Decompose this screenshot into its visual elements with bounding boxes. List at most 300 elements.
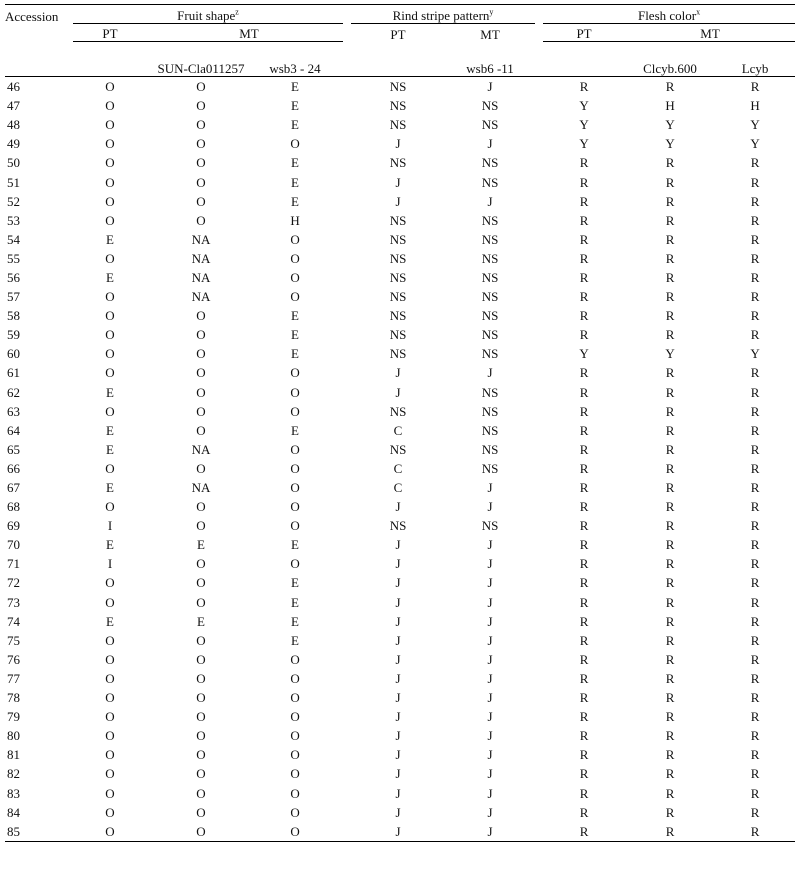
flesh-lcyb-cell: R [750, 537, 760, 553]
rind-wsb6-cell: J [487, 613, 493, 629]
rind-pt-cell: J [395, 632, 401, 648]
fruit-pt-cell: E [106, 613, 114, 629]
flesh-clcyb-cell: R [665, 766, 675, 782]
fruit-pt-cell: O [105, 460, 115, 476]
flesh-lcyb-cell: R [750, 174, 760, 190]
table-row [5, 230, 795, 249]
table-row [5, 707, 795, 726]
flesh-clcyb-cell: R [665, 518, 675, 534]
rind-pt-cell: NS [389, 212, 407, 228]
header-row-markers [5, 42, 795, 77]
table-row [5, 192, 795, 211]
fruit-pt-cell: O [105, 785, 115, 801]
rind-wsb6-cell: J [487, 575, 493, 591]
fruit-sun-cell: E [197, 613, 205, 629]
flesh-lcyb-cell: R [715, 822, 795, 842]
rind-pt-cell: J [395, 670, 401, 686]
accession-cell: 63 [7, 403, 20, 419]
flesh-lcyb-cell: R [750, 613, 760, 629]
rind-pt-cell: NS [389, 98, 407, 114]
flesh-clcyb-cell: R [665, 403, 675, 419]
accession-cell: 47 [7, 98, 20, 114]
fruit-pt-cell: E [106, 441, 114, 457]
flesh-clcyb-cell: R [665, 231, 675, 247]
flesh-lcyb-cell: R [750, 556, 760, 572]
flesh-lcyb-cell: R [750, 690, 760, 706]
flesh-pt-cell: R [579, 422, 589, 438]
fruit-wsb3-cell: E [291, 346, 299, 362]
flesh-pt-cell: R [579, 384, 589, 400]
table-row [5, 96, 795, 115]
rind-pt-cell: J [395, 804, 401, 820]
accession-cell: 59 [7, 327, 20, 343]
rind-wsb6-cell: J [487, 709, 493, 725]
flesh-pt-cell: R [579, 766, 589, 782]
table-row [5, 535, 795, 554]
fruit-pt-cell: E [106, 384, 114, 400]
table-row [5, 211, 795, 230]
fruit-sun-cell: NA [191, 289, 211, 305]
accession-cell: 84 [7, 804, 20, 820]
marker-lcyb-header: Lcyb [715, 42, 795, 77]
rind-pt-cell: NS [389, 441, 407, 457]
fruit-sun-cell: O [196, 690, 206, 706]
table-row [5, 115, 795, 134]
accession-cell: 64 [7, 422, 20, 438]
fruit-wsb3-cell: E [291, 327, 299, 343]
flesh-lcyb-cell: R [750, 518, 760, 534]
fruit-sun-cell: NA [191, 231, 211, 247]
accession-cell: 65 [7, 441, 20, 457]
flesh-lcyb-cell: R [750, 441, 760, 457]
fruit-wsb3-cell: E [291, 193, 299, 209]
flesh-pt-cell: Y [579, 136, 589, 152]
flesh-lcyb-cell: R [750, 670, 760, 686]
flesh-clcyb-cell: R [665, 709, 675, 725]
fruit-pt-cell: I [107, 518, 113, 534]
flesh-pt-cell: R [579, 403, 589, 419]
flesh-pt-cell: R [579, 269, 589, 285]
rind-wsb6-cell: NS [481, 346, 499, 362]
rind-wsb6-cell: NS [481, 518, 499, 534]
table-row [5, 383, 795, 402]
flesh-clcyb-cell: R [665, 594, 675, 610]
fruit-wsb3-cell: E [291, 155, 299, 171]
fruit-pt-cell: O [105, 365, 115, 381]
rind-wsb6-cell: J [487, 651, 493, 667]
table-row [5, 631, 795, 650]
fruit-sun-cell: O [196, 117, 206, 133]
fruit-pt-cell: O [105, 174, 115, 190]
flesh-pt-cell: R [579, 690, 589, 706]
accession-cell: 82 [7, 766, 20, 782]
rind-wsb6-cell: NS [481, 250, 499, 266]
rind-pt-cell: C [393, 480, 403, 496]
fruit-pt-cell: O [105, 155, 115, 171]
flesh-clcyb-cell: R [665, 460, 675, 476]
table-row [5, 745, 795, 764]
flesh-clcyb-cell: R [665, 155, 675, 171]
flesh-pt-cell: R [579, 460, 589, 476]
flesh-clcyb-cell: R [665, 480, 675, 496]
fruit-wsb3-cell: O [290, 518, 300, 534]
accession-cell: 78 [7, 690, 20, 706]
fruit-sun-cell: O [196, 98, 206, 114]
accession-header: Accession [5, 5, 73, 24]
fruit-wsb3-cell: O [290, 460, 300, 476]
fruit-pt-cell: E [106, 231, 114, 247]
flesh-clcyb-cell: R [665, 575, 675, 591]
flesh-clcyb-cell: R [665, 250, 675, 266]
fruit-sun-cell: O [196, 460, 206, 476]
fruit-wsb3-cell: E [291, 537, 299, 553]
flesh-color-header: Flesh color$^x$ [543, 5, 795, 24]
rind-wsb6-cell: NS [481, 327, 499, 343]
table-row [5, 650, 795, 669]
fruit-pt-cell: O [105, 670, 115, 686]
fruit-pt-cell: O [105, 308, 115, 324]
fruit-sun-cell: NA [191, 269, 211, 285]
fruit-sun-cell: O [196, 136, 206, 152]
table-row [5, 669, 795, 688]
fruit-sun-cell: O [196, 747, 206, 763]
flesh-lcyb-cell: R [750, 632, 760, 648]
accession-cell: 80 [7, 728, 20, 744]
flesh-pt-cell: R [579, 231, 589, 247]
flesh-pt-header: PT [543, 24, 625, 42]
table-row [5, 325, 795, 344]
table-row [5, 688, 795, 707]
rind-wsb6-cell: J [487, 690, 493, 706]
flesh-lcyb-cell: R [750, 422, 760, 438]
table-row [5, 402, 795, 421]
fruit-sun-cell: O [196, 575, 206, 591]
flesh-pt-cell: R [579, 804, 589, 820]
fruit-sun-cell: O [196, 327, 206, 343]
rind-wsb6-cell: J [487, 499, 493, 515]
rind-wsb6-cell: J [445, 822, 535, 842]
flesh-lcyb-cell: R [750, 651, 760, 667]
accession-cell: 83 [7, 785, 20, 801]
rind-wsb6-cell: J [487, 537, 493, 553]
fruit-wsb3-cell: E [291, 79, 299, 95]
table-row [5, 497, 795, 516]
flesh-lcyb-cell: R [750, 365, 760, 381]
rind-wsb6-cell: J [487, 193, 493, 209]
table-row [5, 478, 795, 497]
flesh-clcyb-cell: R [665, 537, 675, 553]
rind-pt-cell: J [395, 709, 401, 725]
flesh-clcyb-cell: R [665, 327, 675, 343]
fruit-sun-cell: O [196, 804, 206, 820]
fruit-sun-cell: O [196, 766, 206, 782]
fruit-pt-cell: O [73, 822, 147, 842]
flesh-clcyb-cell: Y [665, 136, 675, 152]
rind-pt-cell: J [395, 575, 401, 591]
fruit-pt-cell: O [105, 117, 115, 133]
accession-cell: 67 [7, 480, 20, 496]
accession-cell: 52 [7, 193, 20, 209]
table-row [5, 822, 795, 842]
fruit-pt-cell: E [106, 422, 114, 438]
fruit-wsb3-cell: E [291, 594, 299, 610]
accession-cell: 79 [7, 709, 20, 725]
flesh-clcyb-cell: R [665, 804, 675, 820]
rind-wsb6-cell: NS [481, 403, 499, 419]
fruit-wsb3-cell: E [291, 174, 299, 190]
fruit-wsb3-cell: E [291, 613, 299, 629]
flesh-pt-cell: R [579, 250, 589, 266]
flesh-clcyb-cell: R [665, 212, 675, 228]
rind-pt-cell: J [395, 747, 401, 763]
fruit-sun-cell: O [196, 193, 206, 209]
rind-wsb6-cell: J [487, 365, 493, 381]
flesh-pt-cell: R [579, 174, 589, 190]
flesh-clcyb-cell: R [665, 785, 675, 801]
fruit-wsb3-cell: O [290, 709, 300, 725]
flesh-lcyb-cell: R [750, 289, 760, 305]
flesh-pt-cell: R [579, 670, 589, 686]
fruit-wsb3-cell: E [291, 308, 299, 324]
flesh-clcyb-cell: R [665, 289, 675, 305]
accession-cell: 51 [7, 174, 20, 190]
fruit-wsb3-cell: O [290, 269, 300, 285]
rind-wsb6-cell: J [487, 79, 493, 95]
accession-cell: 73 [7, 594, 20, 610]
flesh-lcyb-cell: H [750, 98, 760, 114]
flesh-clcyb-cell: R [665, 651, 675, 667]
flesh-pt-cell: R [579, 289, 589, 305]
table-row [5, 554, 795, 573]
table-row [5, 726, 795, 745]
flesh-pt-cell: R [579, 556, 589, 572]
flesh-clcyb-cell: R [665, 174, 675, 190]
rind-wsb6-cell: NS [481, 155, 499, 171]
rind-pt-cell: J [395, 613, 401, 629]
table-row [5, 287, 795, 306]
fruit-pt-cell: O [105, 403, 115, 419]
rind-wsb6-cell: NS [481, 460, 499, 476]
fruit-sun-cell: O [196, 709, 206, 725]
fruit-wsb3-cell: O [290, 747, 300, 763]
flesh-clcyb-cell: R [665, 79, 675, 95]
flesh-pt-cell: R [579, 613, 589, 629]
flesh-pt-cell: R [579, 575, 589, 591]
fruit-shape-header: Fruit shape$^z$ [73, 5, 343, 24]
table-row [5, 306, 795, 325]
accession-cell: 81 [7, 747, 20, 763]
fruit-pt-cell: O [105, 289, 115, 305]
flesh-clcyb-cell: R [665, 613, 675, 629]
rind-pt-cell: J [395, 193, 401, 209]
fruit-pt-cell: O [105, 766, 115, 782]
header-row-methods [5, 24, 795, 42]
rind-wsb6-cell: J [487, 804, 493, 820]
fruit-sun-cell: O [196, 212, 206, 228]
flesh-lcyb-cell: R [750, 575, 760, 591]
rind-pt-cell: J [395, 136, 401, 152]
flesh-pt-cell: R [579, 518, 589, 534]
fruit-sun-cell: O [196, 728, 206, 744]
table-row [5, 459, 795, 478]
fruit-pt-cell: O [105, 747, 115, 763]
flesh-clcyb-cell: R [665, 632, 675, 648]
fruit-wsb3-cell: E [291, 575, 299, 591]
fruit-wsb3-cell: E [291, 117, 299, 133]
flesh-lcyb-cell: Y [750, 136, 760, 152]
rind-pt-cell: NS [389, 327, 407, 343]
accession-cell: 49 [7, 136, 20, 152]
fruit-sun-cell: O [196, 155, 206, 171]
rind-pt-cell: J [395, 728, 401, 744]
flesh-lcyb-cell: R [750, 384, 760, 400]
accession-cell: 77 [7, 670, 20, 686]
flesh-lcyb-cell: R [750, 709, 760, 725]
flesh-lcyb-cell: R [750, 804, 760, 820]
table-body [5, 77, 795, 842]
flesh-lcyb-cell: Y [750, 117, 760, 133]
fruit-sun-cell: O [155, 822, 247, 842]
rind-wsb6-cell: J [487, 136, 493, 152]
table-row [5, 249, 795, 268]
flesh-lcyb-cell: Y [750, 346, 760, 362]
marker-sun-header: SUN-Cla011257 [155, 42, 247, 77]
rind-wsb6-cell: NS [481, 269, 499, 285]
fruit-sun-cell: O [196, 556, 206, 572]
fruit-pt-cell: E [106, 269, 114, 285]
data-table [5, 4, 795, 842]
flesh-lcyb-cell: R [750, 212, 760, 228]
fruit-pt-cell: O [105, 575, 115, 591]
rind-wsb6-cell: NS [481, 289, 499, 305]
rind-pt-cell: J [395, 594, 401, 610]
fruit-pt-cell: O [105, 79, 115, 95]
fruit-pt-cell: O [105, 594, 115, 610]
rind-pt-header: PT [390, 26, 406, 42]
rind-wsb6-cell: NS [481, 308, 499, 324]
accession-cell: 50 [7, 155, 20, 171]
fruit-pt-cell: O [105, 709, 115, 725]
accession-cell: 74 [7, 613, 20, 629]
fruit-wsb3-cell: O [290, 690, 300, 706]
flesh-pt-cell: R [579, 79, 589, 95]
accession-cell: 69 [7, 518, 20, 534]
flesh-pt-cell: R [579, 480, 589, 496]
accession-cell: 85 [5, 822, 73, 842]
table-row [5, 134, 795, 153]
accession-cell: 60 [7, 346, 20, 362]
rind-pt-cell: J [395, 556, 401, 572]
flesh-lcyb-cell: R [750, 269, 760, 285]
fruit-sun-cell: O [196, 670, 206, 686]
flesh-lcyb-cell: R [750, 460, 760, 476]
fruit-sun-cell: O [196, 174, 206, 190]
table-row [5, 612, 795, 631]
fruit-sun-cell: NA [191, 480, 211, 496]
flesh-clcyb-cell: R [665, 269, 675, 285]
rind-wsb6-cell: J [487, 747, 493, 763]
accession-cell: 46 [7, 79, 20, 95]
fruit-wsb3-cell: O [290, 651, 300, 667]
marker-wsb3-header: wsb3 - 24 [247, 42, 343, 77]
flesh-clcyb-cell: R [665, 384, 675, 400]
rind-wsb6-cell: J [487, 766, 493, 782]
flesh-lcyb-cell: R [750, 250, 760, 266]
rind-pt-cell: J [351, 822, 445, 842]
marker-wsb6-header: wsb6 -11 [445, 42, 535, 77]
accession-cell: 56 [7, 269, 20, 285]
flesh-lcyb-cell: R [750, 193, 760, 209]
fruit-wsb3-cell: H [290, 212, 300, 228]
accession-cell: 66 [7, 460, 20, 476]
rind-pt-cell: NS [389, 250, 407, 266]
flesh-pt-cell: R [579, 365, 589, 381]
flesh-lcyb-cell: R [750, 728, 760, 744]
fruit-wsb3-cell: E [291, 98, 299, 114]
accession-cell: 62 [7, 384, 20, 400]
table-row [5, 172, 795, 191]
fruit-wsb3-cell: O [290, 136, 300, 152]
flesh-lcyb-cell: R [750, 79, 760, 95]
flesh-lcyb-cell: R [750, 480, 760, 496]
fruit-pt-cell: O [105, 804, 115, 820]
flesh-clcyb-cell: R [665, 308, 675, 324]
flesh-lcyb-cell: R [750, 499, 760, 515]
table-row [5, 153, 795, 172]
flesh-clcyb-cell: R [665, 728, 675, 744]
fruit-wsb3-cell: O [290, 289, 300, 305]
flesh-pt-cell: Y [579, 346, 589, 362]
fruit-pt-cell: O [105, 346, 115, 362]
rind-pt-cell: NS [389, 403, 407, 419]
table-row [5, 764, 795, 783]
flesh-pt-cell: R [579, 728, 589, 744]
fruit-pt-cell: O [105, 499, 115, 515]
rind-pt-cell: NS [389, 117, 407, 133]
fruit-sun-cell: O [196, 308, 206, 324]
flesh-pt-cell: Y [579, 117, 589, 133]
rind-wsb6-cell: NS [481, 422, 499, 438]
fruit-pt-cell: O [105, 193, 115, 209]
table-row [5, 803, 795, 822]
accession-cell: 57 [7, 289, 20, 305]
fruit-pt-cell: O [105, 690, 115, 706]
table-row [5, 593, 795, 612]
fruit-wsb3-cell: O [290, 384, 300, 400]
rind-wsb6-cell: J [487, 728, 493, 744]
fruit-sun-cell: O [196, 518, 206, 534]
flesh-pt-cell: R [579, 499, 589, 515]
flesh-clcyb-cell: Y [665, 346, 675, 362]
flesh-clcyb-cell: R [665, 441, 675, 457]
rind-pt-cell: NS [389, 155, 407, 171]
fruit-wsb3-cell: E [291, 632, 299, 648]
rind-pt-cell: J [395, 766, 401, 782]
rind-wsb6-cell: J [487, 670, 493, 686]
accession-cell: 76 [7, 651, 20, 667]
rind-wsb6-cell: NS [481, 98, 499, 114]
accession-cell: 48 [7, 117, 20, 133]
fruit-wsb3-cell: O [290, 804, 300, 820]
table-row [5, 363, 795, 382]
flesh-lcyb-cell: R [750, 155, 760, 171]
accession-cell: 55 [7, 250, 20, 266]
flesh-clcyb-cell: R [665, 365, 675, 381]
fruit-pt-header: PT [73, 24, 147, 42]
rind-wsb6-cell: J [487, 785, 493, 801]
flesh-lcyb-cell: R [750, 747, 760, 763]
table-row [5, 421, 795, 440]
